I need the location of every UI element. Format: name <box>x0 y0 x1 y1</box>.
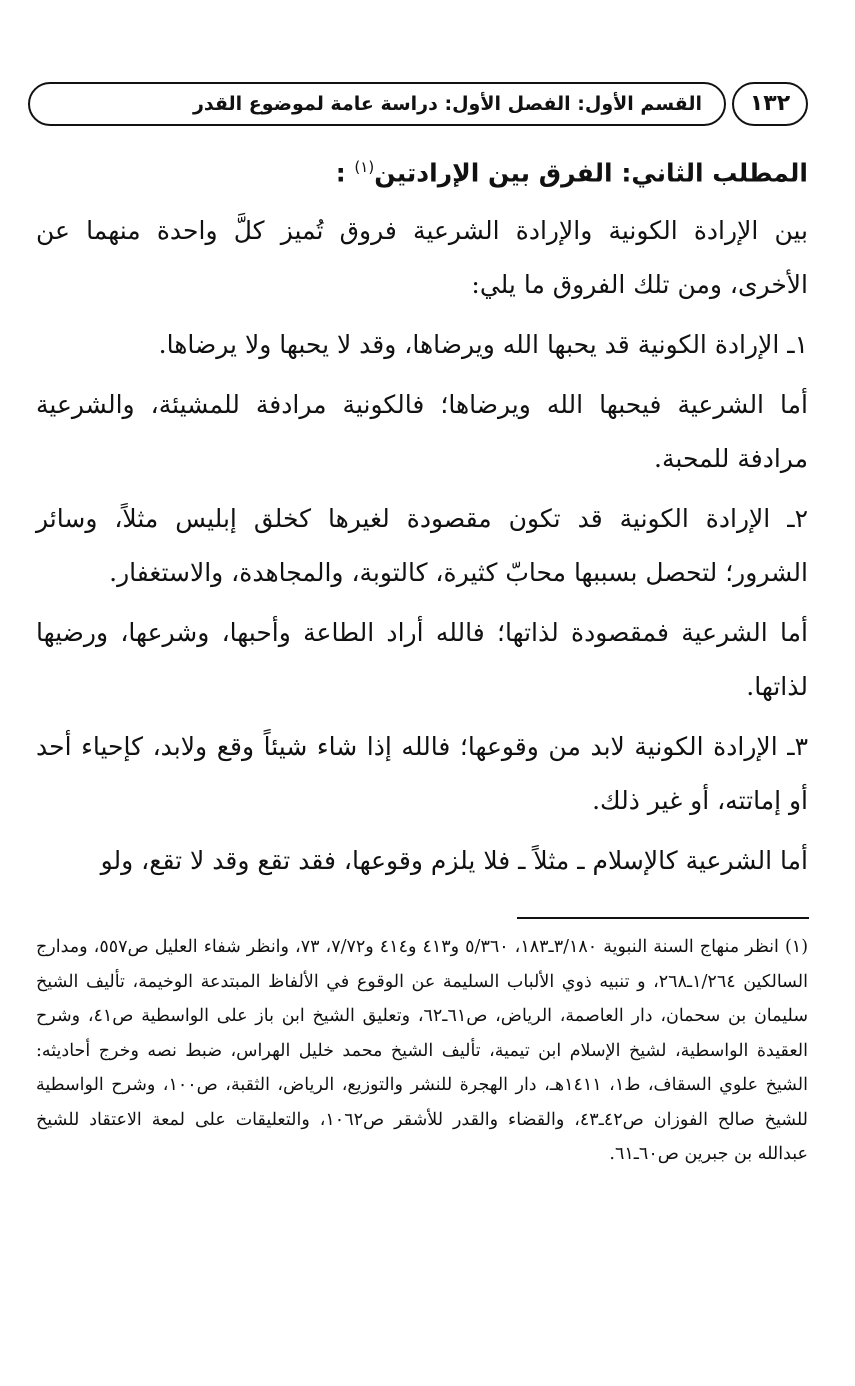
paragraph-point-3: ٣ـ الإرادة الكونية لابد من وقوعها؛ فالله إذا شاء شيئاً وقع ولابد، كإحياء أحد أو إماتته، أو غير ذلك. <box>36 732 808 816</box>
running-title: القسم الأول: الفصل الأول: دراسة عامة لموضوع القدر <box>28 82 726 126</box>
paragraph-point-2-contrast: أما الشرعية فمقصودة لذاتها؛ فالله أراد الطاعة وأحبها، وشرعها، ورضيها لذاتها. <box>36 618 808 702</box>
paragraph-point-2: ٢ـ الإرادة الكونية قد تكون مقصودة لغيرها كخلق إبليس مثلاً، وسائر الشرور؛ لتحصل بسببها محابّ كثيرة، كالتوبة، والمجاهدة، والاستغفار. <box>36 504 808 588</box>
footnote-marker: (١) <box>354 158 375 176</box>
paragraph-intro: بين الإرادة الكونية والإرادة الشرعية فروق تُميز كلَّ واحدة منهما عن الأخرى، ومن تلك الفروق ما يلي: <box>36 216 808 300</box>
paragraph-point-3-contrast: أما الشرعية كالإسلام ـ مثلاً ـ فلا يلزم وقوعها، فقد تقع وقد لا تقع، ولو <box>100 846 808 876</box>
section-heading-colon: : <box>335 158 346 188</box>
paragraph-point-1-contrast: أما الشرعية فيحبها الله ويرضاها؛ فالكونية مرادفة للمشيئة، والشرعية مرادفة للمحبة. <box>36 390 808 474</box>
running-header <box>28 82 814 132</box>
page-number: ١٣٢ <box>732 82 808 126</box>
footnote-divider <box>517 917 809 919</box>
footnote: (١) انظر منهاج السنة النبوية ٣/١٨٠ـ١٨٣، ٥/٣٦٠ و٤١٣ و٤١٤ و٧/٧٢، ٧٣، وانظر شفاء العليل ص٥٥٧، ومدارج السالكين ١/٢٦٤ـ٢٦٨، و تنبيه ذوي الألباب السليمة عن الوقوع في الألفاظ المبتدعة الوخيمة، تأليف الشيخ سليمان بن سحمان، دار العاصمة، الرياض، ص٦١ـ٦٢، وتعليق الشيخ ابن باز على الواسطية ص٤١، وشرح العقيدة الواسطية، لشيخ الإسلام ابن تيمية، تأليف الشيخ محمد خليل الهراس، ضبط نصه وخرج أحاديثه: الشيخ علوي السقاف، ط١، ١٤١١هـ، دار الهجرة للنشر والتوزيع، الرياض، الثقبة، ص١٠٠، وشرح الواسطية للشيخ صالح الفوزان ص٤٢ـ٤٣، والقضاء والقدر للأشقر ص١٠٦٢، والتعليقات على لمعة الاعتقاد للشيخ عبدالله بن جبرين ص٦٠ـ٦١. <box>36 937 809 1164</box>
section-heading <box>36 142 808 198</box>
paragraph-point-1: ١ـ الإرادة الكونية قد يحبها الله ويرضاها، وقد لا يحبها ولا يرضاها. <box>158 330 808 360</box>
main-text <box>36 142 808 894</box>
section-heading-text: المطلب الثاني: الفرق بين الإرادتين <box>374 158 808 188</box>
